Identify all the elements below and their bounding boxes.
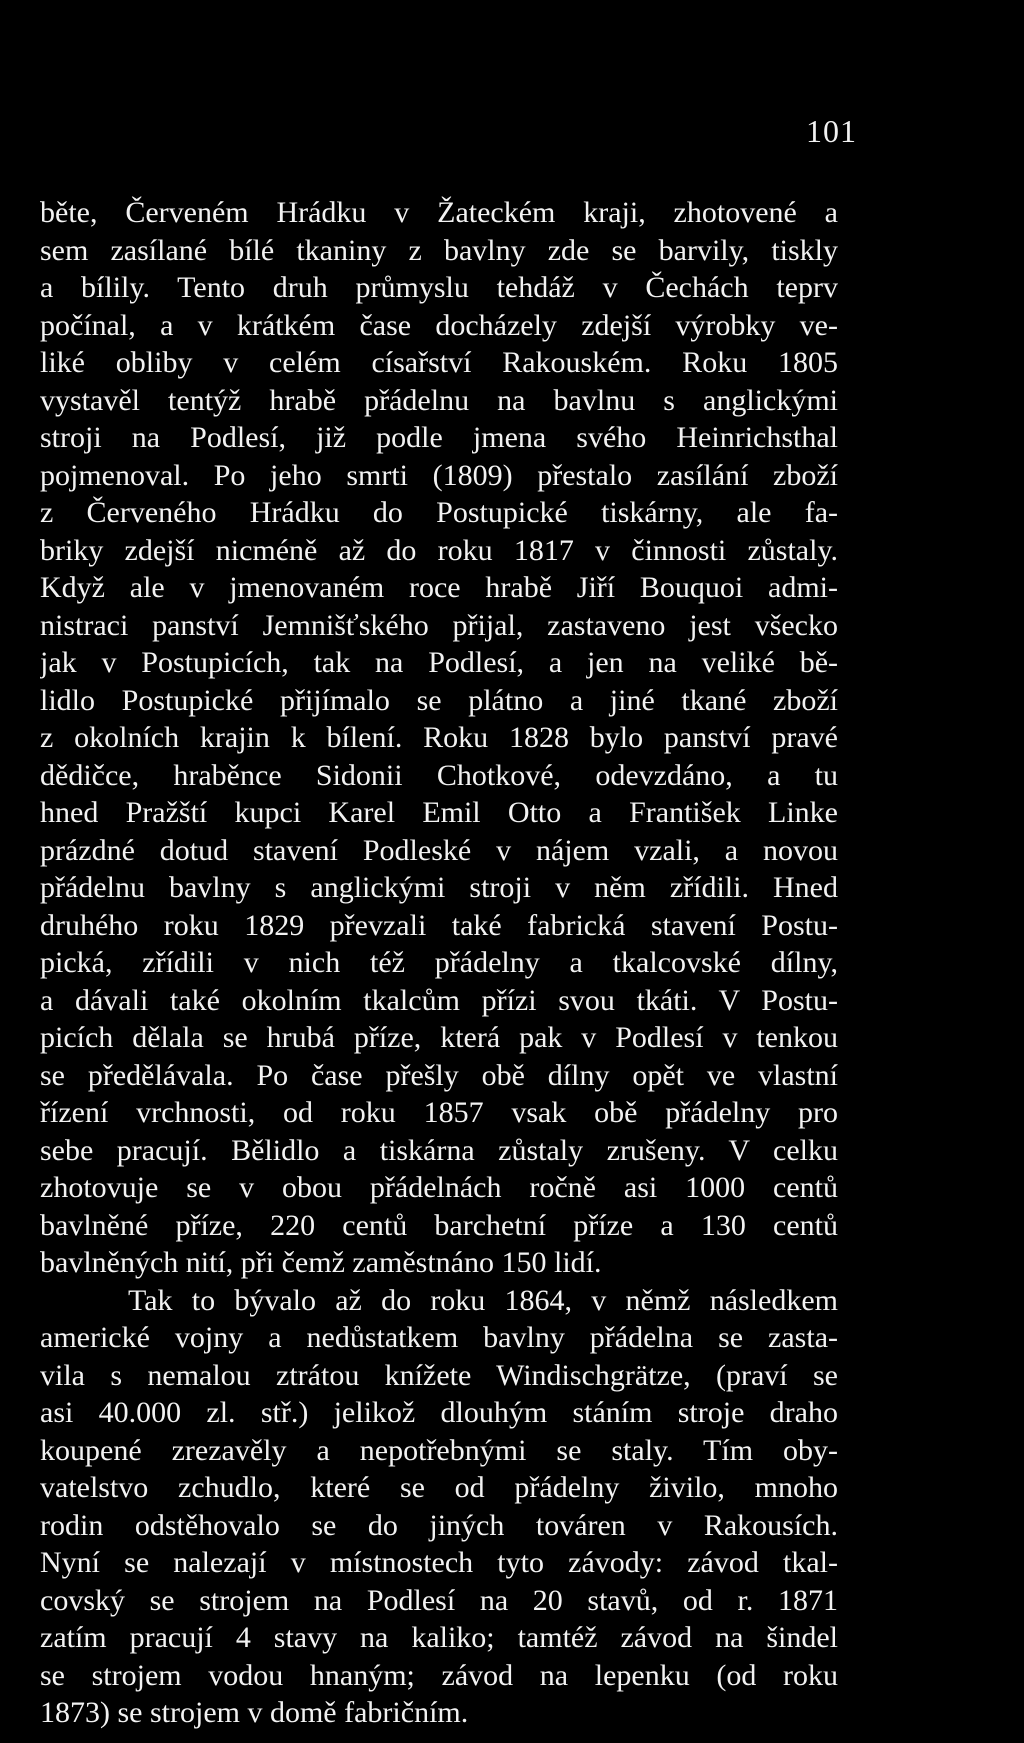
text-line: covský se strojem na Podlesí na 20 stavů, od r. 1871 (40, 1583, 838, 1617)
text-line: sem zasílané bílé tkaniny z bavlny zde se barvily, tiskly (40, 233, 838, 267)
text-line: picích dělala se hrubá příze, která pak v Podlesí v tenkou (40, 1021, 838, 1054)
text-line: dědičce, hraběnce Sidonii Chotkové, odevzdáno, a tu (40, 758, 838, 792)
text-line: se strojem vodou hnaným; závod na lepenku (od roku (40, 1658, 838, 1692)
text-line: koupené zrezavěly a nepotřebnými se staly. Tím oby- (40, 1433, 838, 1467)
text-line: bavlněné příze, 220 centů barchetní příze a 130 centů (40, 1208, 838, 1242)
text-line: z okolních krajin k bílení. Roku 1828 bylo panství pravé (40, 721, 838, 754)
paragraph-1 (40, 194, 838, 1282)
paragraph-2 (40, 1282, 838, 1732)
text-line: běte, Červeném Hrádku v Žateckém kraji, zhotovené a (40, 196, 838, 229)
text-line: a dávali také okolním tkalcům přízi svou tkáti. V Postu- (40, 983, 838, 1017)
page-number: 101 (806, 113, 857, 149)
text-line: americké vojny a nedůstatkem bavlny přádelna se zasta- (40, 1321, 838, 1354)
text-line: počínal, a v krátkém čase docházely zdejší výrobky ve- (40, 308, 838, 342)
text-line: pojmenoval. Po jeho smrti (1809) přestalo zasílání zboží (40, 458, 838, 492)
text-line: prázdné dotud stavení Podleské v nájem vzali, a novou (40, 833, 838, 867)
text-line: se předělávala. Po čase přešly obě dílny opět ve vlastní (40, 1058, 838, 1092)
text-line: vatelstvo zchudlo, které se od přádelny živilo, mnoho (40, 1471, 838, 1504)
text-line: hned Pražští kupci Karel Emil Otto a František Linke (40, 796, 838, 829)
text-line: přádelnu bavlny s anglickými stroji v něm zřídili. Hned (40, 871, 838, 904)
text-line: lidlo Postupické přijímalo se plátno a jiné tkané zboží (40, 683, 838, 717)
text-line: sebe pracují. Bělidlo a tiskárna zůstaly zrušeny. V celku (40, 1133, 838, 1167)
text-line: 1873) se strojem v domě fabričním. (40, 1696, 469, 1729)
body-text (40, 194, 838, 1732)
text-line: druhého roku 1829 převzali také fabrická stavení Postu- (40, 908, 838, 942)
text-line: Když ale v jmenovaném roce hrabě Jiří Bouquoi admi- (40, 571, 838, 604)
text-line: liké obliby v celém císařství Rakouském. Roku 1805 (40, 346, 838, 379)
text-line: rodin odstěhovalo se do jiných továren v Rakousích. (40, 1508, 838, 1542)
text-line: vila s nemalou ztrátou knížete Windischgrätze, (praví se (40, 1358, 838, 1392)
text-line: bavlněných nití, při čemž zaměstnáno 150 lidí. (40, 1246, 602, 1279)
text-line: zhotovuje se v obou přádelnách ročně asi 1000 centů (40, 1171, 838, 1204)
text-line: nistraci panství Jemnišťského přijal, zastaveno jest všecko (40, 608, 838, 642)
text-line: a bílily. Tento druh průmyslu tehdáž v Čechách teprv (40, 271, 838, 304)
text-line: zatím pracují 4 stavy na kaliko; tamtéž závod na šindel (40, 1621, 838, 1654)
text-line: z Červeného Hrádku do Postupické tiskárny, ale fa- (40, 496, 838, 529)
text-line: Tak to bývalo až do roku 1864, v němž následkem (128, 1283, 838, 1317)
text-line: asi 40.000 zl. stř.) jelikož dlouhým stáním stroje draho (40, 1396, 838, 1429)
text-line: stroji na Podlesí, již podle jmena svého Heinrichsthal (40, 421, 838, 454)
text-line: briky zdejší nicméně až do roku 1817 v činnosti zůstaly. (40, 533, 838, 567)
text-line: vystavěl tentýž hrabě přádelnu na bavlnu s anglickými (40, 383, 838, 417)
text-line: pická, zřídili v nich též přádelny a tkalcovské dílny, (40, 946, 838, 979)
text-line: řízení vrchnosti, od roku 1857 vsak obě přádelny pro (40, 1096, 838, 1129)
text-line: Nyní se nalezají v místnostech tyto závody: závod tkal- (40, 1546, 838, 1579)
text-line: jak v Postupicích, tak na Podlesí, a jen na veliké bě- (40, 646, 838, 679)
